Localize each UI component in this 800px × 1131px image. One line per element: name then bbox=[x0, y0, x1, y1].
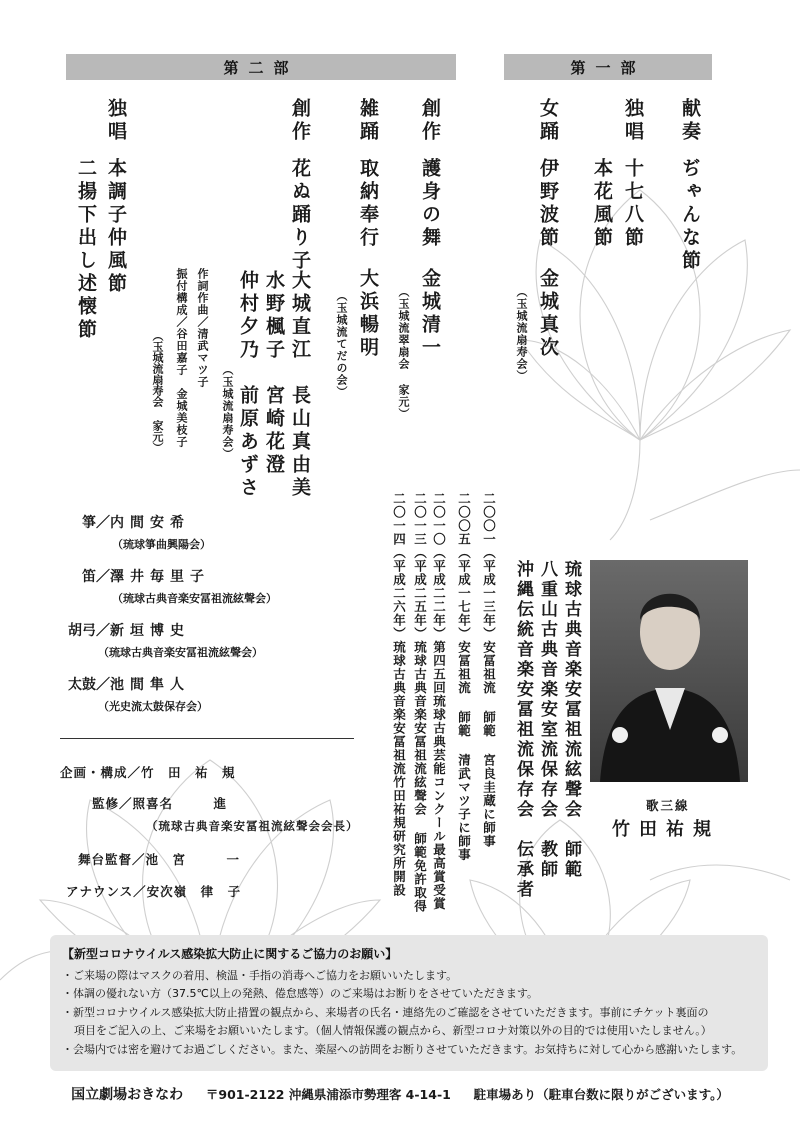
history-item: 二〇〇一（平成一三年）安冨祖流 師範 宮良圭蔵に師事 bbox=[481, 492, 497, 848]
instrument-role: 箏 bbox=[82, 515, 96, 531]
program-title: 取納奉行 bbox=[357, 158, 379, 250]
credit-group: （玉城流扇寿会 家元） bbox=[151, 330, 164, 453]
performer-name: 金城真次 bbox=[537, 268, 559, 360]
notice-line: ・ご来場の際はマスクの着用、検温・手指の消毒へご協力をお願いいたします。 bbox=[62, 969, 458, 982]
musician-name: 池間隼人 bbox=[110, 677, 190, 693]
parking-info: 駐車場あり（駐車台数に限りがございます。） bbox=[473, 1087, 729, 1102]
program-title: 花ぬ踊り子 bbox=[289, 158, 311, 273]
instrument-role: 胡弓 bbox=[68, 623, 96, 639]
musician-group: （琉球古典音楽安冨祖流絃聲会） bbox=[112, 592, 277, 605]
venue-address: 〒901-2122 沖縄県浦添市勢理客 4-14-1 bbox=[205, 1087, 451, 1102]
covid-notice bbox=[50, 935, 768, 1071]
instrument-kokyu: 胡弓／新垣博史 （琉球古典音楽安冨祖流絃聲会） bbox=[68, 623, 263, 659]
venue-name: 国立劇場おきなわ bbox=[71, 1087, 184, 1103]
performer-names: 仲村夕乃 前原あずさ bbox=[237, 270, 259, 500]
program-title: 十七八節 bbox=[622, 158, 644, 250]
part2-header: 第二部 bbox=[66, 54, 456, 80]
portrait-illustration bbox=[590, 560, 748, 782]
performer-name: 金城清一 bbox=[419, 268, 441, 360]
history-item: 二〇一〇（平成二二年）第四五回琉球古典芸能コンクール最高賞受賞 bbox=[431, 492, 447, 911]
musician-name: 内間安希 bbox=[110, 515, 190, 531]
program-type: 独唱 bbox=[622, 98, 644, 144]
performer-group: （玉城流翠扇会 家元） bbox=[397, 286, 410, 420]
musician-group: （琉球箏曲興陽会） bbox=[112, 538, 211, 551]
staff-stage-manager: 舞台監督／池 宮 一 bbox=[78, 852, 241, 867]
program-type: 創作 bbox=[419, 98, 441, 144]
staff-supervision: 監修／照喜名 進 bbox=[92, 796, 228, 811]
program-title: 本調子仲風節 bbox=[105, 158, 127, 296]
performer-name: 大浜暢明 bbox=[357, 268, 379, 360]
instrument-role: 太鼓 bbox=[68, 677, 96, 693]
venue-footer bbox=[0, 1084, 800, 1104]
musician-name: 澤井毎里子 bbox=[110, 569, 210, 585]
history-item: 二〇一三（平成二五年）琉球古典音楽安冨祖流絃聲会 師範免許取得 bbox=[412, 492, 428, 913]
program-type: 独唱 bbox=[105, 98, 127, 144]
performer-group: （玉城流てだの会） bbox=[335, 290, 348, 398]
program-type: 女踊 bbox=[537, 98, 559, 144]
history-item: 二〇〇五（平成一七年）安冨祖流 師範 清武マツ子に師事 bbox=[456, 492, 472, 862]
instrument-drum: 太鼓／池間隼人 （光史流太鼓保存会） bbox=[68, 677, 208, 713]
profile-role: 歌三線 bbox=[646, 798, 690, 813]
notice-line: ・体調の優れない方（37.5℃以上の発熱、倦怠感等）のご来場はお断りをさせていただきます。 bbox=[62, 987, 538, 1001]
affiliation: 琉球古典音楽安冨祖流絃聲会 師範 bbox=[561, 560, 581, 880]
instrument-koto: 箏／内間安希 （琉球箏曲興陽会） bbox=[82, 515, 211, 551]
program-title: ぢゃんな節 bbox=[679, 158, 701, 273]
musician-group: （光史流太鼓保存会） bbox=[98, 700, 208, 713]
staff-supervision-group: （琉球古典音楽安冨祖流絃聲会会長） bbox=[146, 819, 359, 833]
program-title: 伊野波節 bbox=[537, 158, 559, 250]
performer-portrait bbox=[590, 560, 748, 782]
affiliation: 沖縄伝統音楽安冨祖流保存会 伝承者 bbox=[513, 560, 533, 900]
notice-title: 【新型コロナウイルス感染拡大防止に関するご協力のお願い】 bbox=[62, 947, 398, 961]
program-type: 雑踊 bbox=[357, 98, 379, 144]
notice-line: 項目をご記入の上、ご来場をお願いいたします。（個人情報保護の観点から、新型コロナ対策以外の目的では使用いたしません。） bbox=[74, 1024, 712, 1038]
staff-planning: 企画・構成／竹 田 祐 規 bbox=[60, 765, 236, 780]
profile-name: 竹田祐規 bbox=[612, 819, 720, 840]
program-title-2: 二揚下出し述懐節 bbox=[75, 158, 97, 342]
program-type: 創作 bbox=[289, 98, 311, 144]
performer-group: （玉城流扇寿会） bbox=[515, 286, 528, 382]
program-title-2: 本花風節 bbox=[591, 158, 613, 250]
program-type: 献奏 bbox=[679, 98, 701, 144]
instrument-role: 笛 bbox=[82, 569, 96, 585]
staff-announcer: アナウンス／安次嶺 律 子 bbox=[66, 884, 242, 899]
part1-header: 第一部 bbox=[504, 54, 712, 80]
divider bbox=[60, 738, 354, 739]
musician-name: 新垣博史 bbox=[110, 623, 190, 639]
credit-line: 作詞作曲／清武マツ子 bbox=[196, 268, 209, 388]
performer-names: 水野楓子 宮崎花澄 bbox=[263, 270, 285, 477]
affiliation: 八重山古典音楽安室流保存会 教師 bbox=[537, 560, 557, 880]
musician-group: （琉球古典音楽安冨祖流絃聲会） bbox=[98, 646, 263, 659]
notice-line: ・会場内では密を避けてお過ごしください。また、楽屋への訪問をお断りさせていただきます。お気持ちに対して心から感謝いたします。 bbox=[62, 1042, 743, 1056]
performer-group: （玉城流扇寿会） bbox=[221, 364, 234, 460]
notice-line: ・新型コロナウイルス感染拡大防止措置の観点から、来場者の氏名・連絡先のご確認をさせていただきます。事前にチケット裏面の bbox=[62, 1005, 709, 1019]
program-title: 護身の舞 bbox=[419, 158, 441, 250]
history-item: 二〇一四（平成二六年）琉球古典音楽安冨祖流竹田祐規研究所開設 bbox=[391, 492, 407, 897]
instrument-flute: 笛／澤井毎里子 （琉球古典音楽安冨祖流絃聲会） bbox=[82, 569, 277, 605]
credit-line: 振付構成／谷田嘉子 金城美枝子 bbox=[175, 268, 188, 448]
performer-names: 大城直江 長山真由美 bbox=[289, 270, 311, 500]
